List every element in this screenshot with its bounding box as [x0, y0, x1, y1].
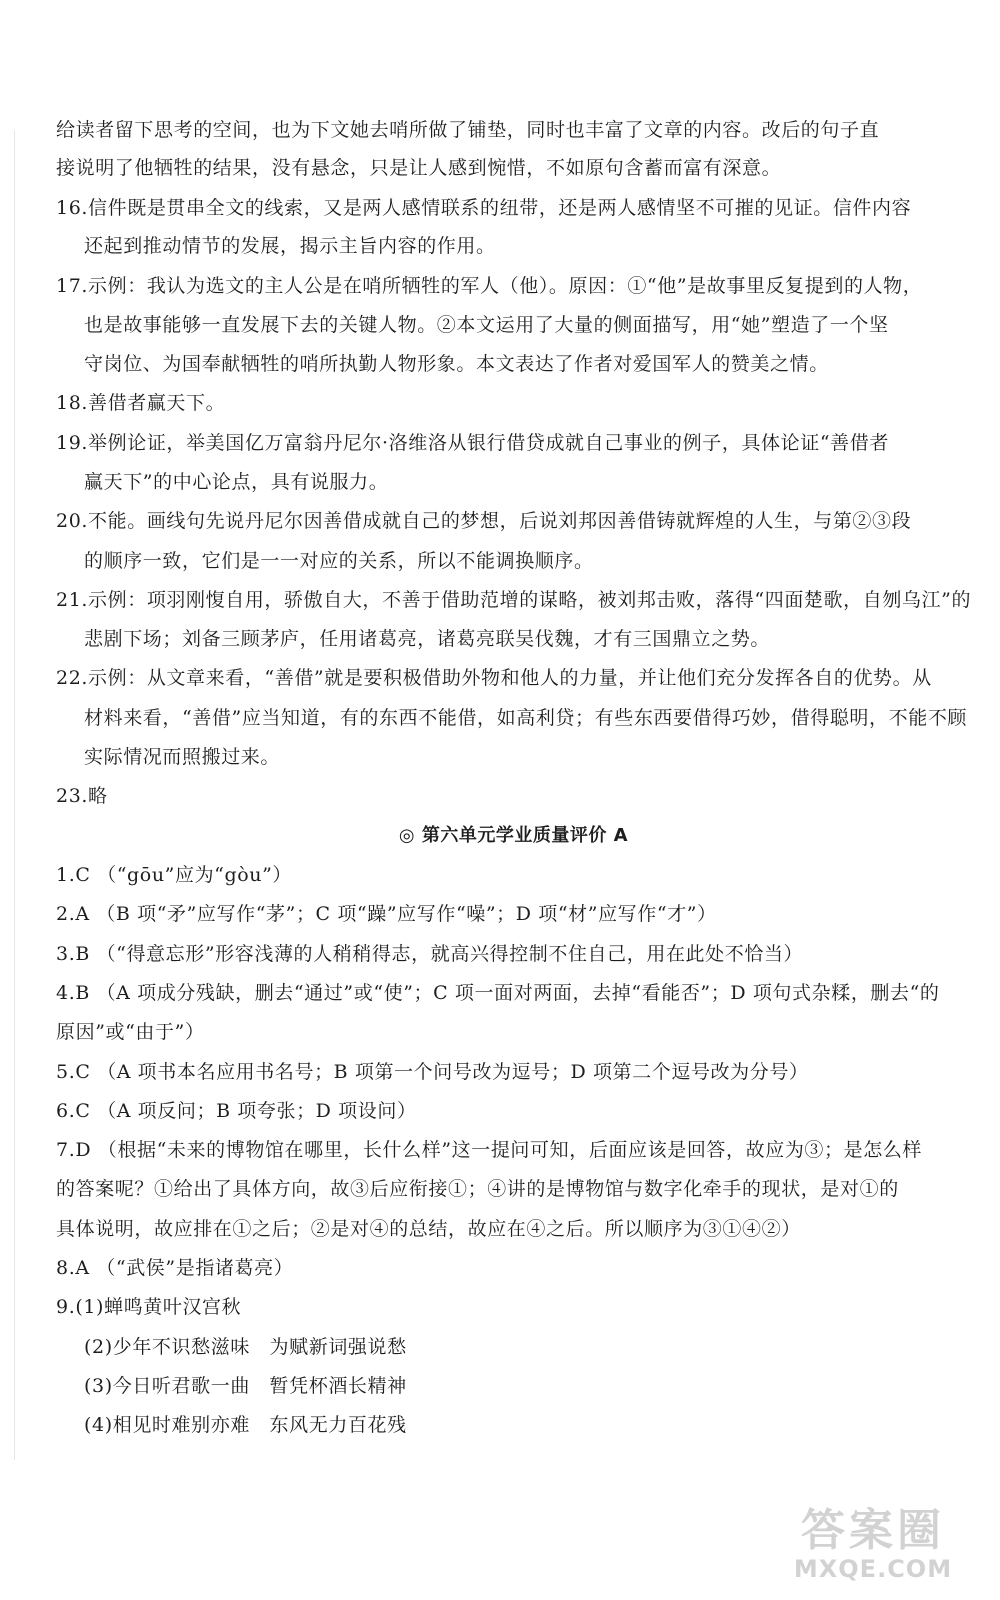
- answer-16-line: 16.信件既是贯串全文的线索，又是两人感情联系的纽带，还是两人感情坚不可摧的见证。信件内容: [56, 197, 912, 219]
- text-line: 的顺序一致，它们是一一对应的关系，所以不能调换顺序。: [84, 550, 594, 572]
- text-line: 接说明了他牺牲的结果，没有悬念，只是让人感到惋惜，不如原句含蓄而富有深意。: [56, 157, 782, 179]
- text-line: 具体说明，故应排在①之后；②是对④的总结，故应在④之后。所以顺序为③①④②）: [56, 1218, 801, 1240]
- answer-20-line: 20.不能。画线句先说丹尼尔因善借成就自己的梦想，后说刘邦因善借铸就辉煌的人生，与第②③段: [56, 510, 912, 532]
- answer-18-line: 18.善借者赢天下。: [56, 392, 226, 414]
- answer-2-line: 2.A （B 项“矛”应写作“茅”；C 项“躁”应写作“噪”；D 项“材”应写作“才”）: [56, 903, 717, 925]
- answer-6-line: 6.C （A 项反问；B 项夸张；D 项设问）: [56, 1100, 417, 1122]
- answer-1-line: 1.C （“gōu”应为“gòu”）: [56, 864, 293, 886]
- text-line: 赢天下”的中心论点，具有说服力。: [84, 471, 389, 493]
- watermark-text-bottom: MXQE.COM: [793, 1555, 953, 1583]
- text-line: 的答案呢？①给出了具体方向，故③后应衔接①；④讲的是博物馆与数字化牵手的现状，是对①的: [56, 1178, 899, 1200]
- text-line: 悲剧下场；刘备三顾茅庐，任用诸葛亮，诸葛亮联吴伐魏，才有三国鼎立之势。: [84, 628, 771, 650]
- answer-23-line: 23.略: [56, 785, 108, 807]
- answer-3-line: 3.B （“得意忘形”形容浅薄的人稍稍得志，就高兴得控制不住自己，用在此处不恰当）: [56, 943, 804, 965]
- text-line: 守岗位、为国奉献牺牲的哨所执勤人物形象。本文表达了作者对爱国军人的赞美之情。: [84, 353, 829, 375]
- text-line: 也是故事能够一直发展下去的关键人物。②本文运用了大量的侧面描写，用“她”塑造了一个坚: [84, 314, 889, 336]
- poem-line: (3)今日听君歌一曲 暂凭杯酒长精神: [84, 1375, 407, 1397]
- poem-line: (4)相见时难别亦难 东风无力百花残: [84, 1414, 407, 1436]
- answer-22-line: 22.示例：从文章来看，“善借”就是要积极借助外物和他人的力量，并让他们充分发挥各自的优势。从: [56, 667, 932, 689]
- text-line: 实际情况而照搬过来。: [84, 746, 281, 768]
- margin-rule: [14, 130, 15, 1460]
- text-line: 材料来看，“善借”应当知道，有的东西不能借，如高利贷；有些东西要借得巧妙，借得聪明，不能不顾: [84, 707, 968, 729]
- answer-19-line: 19.举例论证，举美国亿万富翁丹尼尔·洛维洛从银行借贷成就自己事业的例子，具体论证“善借者: [56, 432, 889, 454]
- answer-8-line: 8.A （“武侯”是指诸葛亮）: [56, 1257, 294, 1279]
- answer-7-line: 7.D （根据“未来的博物馆在哪里，长什么样”这一提问可知，后面应该是回答，故应为③；是怎么样: [56, 1139, 923, 1161]
- text-line: 还起到推动情节的发展，揭示主旨内容的作用。: [84, 235, 496, 257]
- answer-21-line: 21.示例：项羽刚愎自用，骄傲自大，不善于借助范增的谋略，被刘邦击败，落得“四面楚歌，自刎乌江”的: [56, 589, 972, 611]
- answer-17-line: 17.示例：我认为选文的主人公是在哨所牺牲的军人（他）。原因：①“他”是故事里反复提到的人物，: [56, 275, 923, 297]
- text-line: 给读者留下思考的空间，也为下文她去哨所做了铺垫，同时也丰富了文章的内容。改后的句子直: [56, 119, 880, 141]
- section-heading: ◎ 第六单元学业质量评价 A: [398, 825, 629, 846]
- answer-4-line: 4.B （A 项成分残缺，删去“通过”或“使”；C 项一面对两面，去掉“看能否”；D 项句式杂糅，删去“的: [56, 982, 940, 1004]
- answer-5-line: 5.C （A 项书本名应用书名号；B 项第一个问号改为逗号；D 项第二个逗号改为分号）: [56, 1061, 809, 1083]
- poem-line: (2)少年不识愁滋味 为赋新词强说愁: [84, 1336, 407, 1358]
- watermark-text-top: 答案圈: [801, 1505, 945, 1556]
- text-line: 原因”或“由于”）: [56, 1021, 205, 1043]
- site-watermark-logo: [768, 1506, 978, 1586]
- answer-9-line: 9.(1)蝉鸣黄叶汉宫秋: [56, 1296, 242, 1318]
